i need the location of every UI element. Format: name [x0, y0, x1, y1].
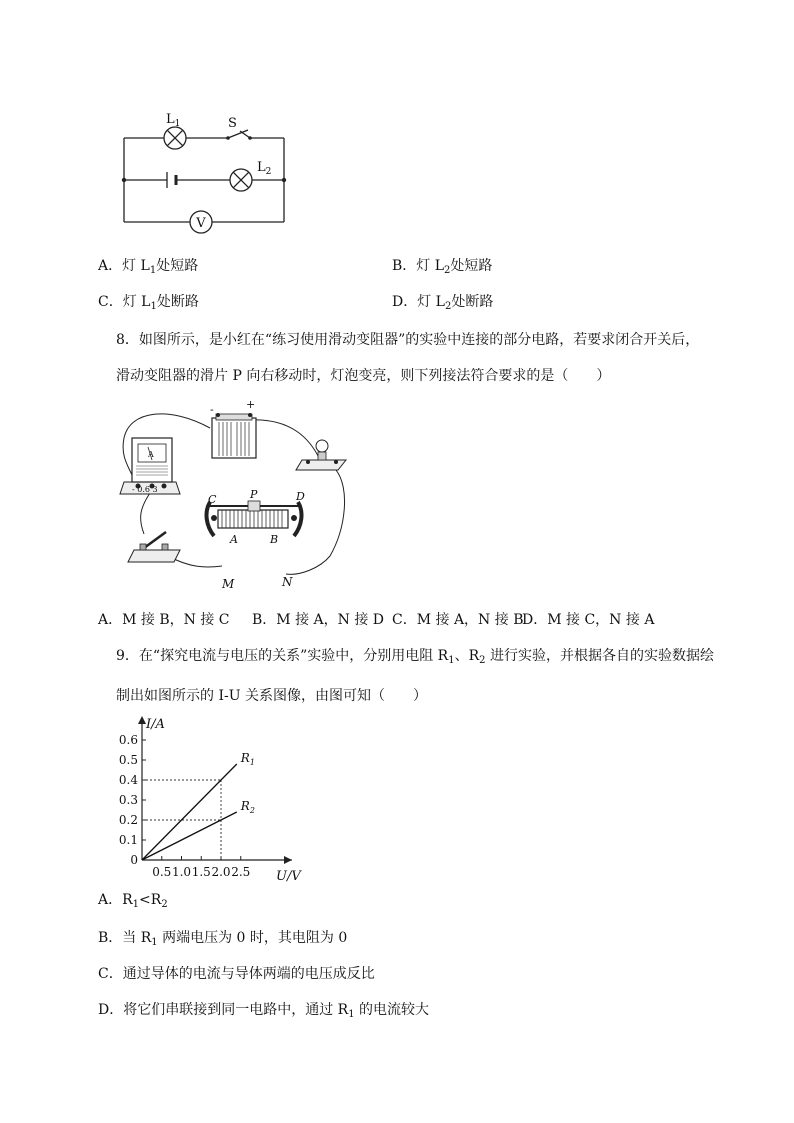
- y-tick-label: 0.5: [118, 753, 138, 767]
- lightbulb-icon: [296, 440, 346, 470]
- lamp-l1-icon: [164, 127, 186, 149]
- wire-end-n: N: [282, 575, 293, 589]
- rheostat-slider-p: P: [250, 488, 258, 501]
- q7-option-b[interactable]: B．灯 $L_2$处短路: [392, 258, 493, 276]
- x-tick-label: 1.0: [171, 865, 192, 879]
- y-axis-label: I/A: [146, 717, 165, 732]
- y-tick-label: 0: [130, 853, 138, 867]
- rheostat-terminal-d: D: [296, 490, 305, 503]
- y-tick-label: 0.4: [118, 773, 138, 787]
- x-axis-arrow-icon: [284, 856, 292, 864]
- q9-option-d[interactable]: D．将它们串联接到同一电路中，通过 $R_1$ 的电流较大: [98, 1002, 430, 1020]
- y-tick-label: 0.2: [118, 813, 138, 827]
- label-l1: L: [166, 112, 175, 127]
- rheostat-terminal-c: C: [208, 493, 217, 506]
- x-tick-label: 2.0: [211, 865, 231, 879]
- battery-minus-label: -: [210, 403, 214, 416]
- q9-option-b[interactable]: B．当 $R_1$ 两端电压为 0 时，其电阻为 0: [98, 930, 348, 948]
- q8-option-b[interactable]: B．M 接 A，N 接 D: [252, 612, 385, 628]
- x-tick-label: 1.5: [191, 865, 211, 879]
- y-tick-label: 0.1: [118, 833, 138, 847]
- svg-text:L2: [257, 160, 271, 177]
- battery-box-icon: [212, 413, 256, 458]
- y-tick-label: 0.6: [118, 733, 138, 747]
- q8-option-d[interactable]: D．M 接 C，N 接 A: [522, 612, 655, 628]
- label-l2: L: [257, 160, 266, 175]
- switch-contact-icon: [226, 136, 230, 140]
- q9-stem-line2: 制出如图所示的 I-U 关系图像，由图可知（ ）: [116, 688, 427, 704]
- series-line-r1: [142, 764, 237, 860]
- q9-option-c[interactable]: C．通过导体的电流与导体两端的电压成反比: [98, 966, 375, 982]
- rheostat-terminal-a: A: [230, 533, 238, 546]
- iu-graph: [112, 712, 312, 882]
- label-l1-sub: 1: [174, 119, 181, 129]
- x-tick-label: 2.5: [231, 865, 251, 879]
- wire-end-m: M: [222, 577, 235, 591]
- ammeter-label: A: [148, 450, 154, 459]
- voltmeter-label: V: [196, 216, 206, 231]
- knife-switch-icon: [128, 532, 180, 562]
- ammeter-scale: - 0.6 3: [132, 485, 158, 494]
- series-label-r1: $R_1$: [240, 751, 255, 767]
- rheostat-icon: [207, 501, 302, 536]
- battery-plus-label: +: [246, 398, 256, 411]
- y-tick-label: 0.3: [118, 793, 138, 807]
- q9-stem-line1: 9．在“探究电流与电压的关系”实验中，分别用电阻 $R_1$、$R_2$ 进行实验，并根据各自的实验数据绘: [116, 648, 714, 666]
- label-switch: S: [228, 116, 237, 131]
- y-axis-arrow-icon: [138, 716, 146, 724]
- svg-text:L1: [166, 112, 180, 129]
- series-label-r2: $R_2$: [240, 799, 255, 815]
- q7-option-d[interactable]: D．灯 $L_2$处断路: [392, 294, 494, 312]
- x-tick-label: 0.5: [152, 865, 172, 879]
- q7-option-a[interactable]: A．灯 $L_1$处短路: [98, 258, 199, 276]
- lamp-l2-icon: [230, 169, 252, 191]
- q8-stem-line1: 8．如图所示，是小红在“练习使用滑动变阻器”的实验中连接的部分电路，若要求闭合开关后，: [116, 332, 700, 348]
- q8-stem-line2: 滑动变阻器的滑片 P 向右移动时，灯泡变亮，则下列接法符合要求的是（ ）: [116, 368, 611, 384]
- x-axis-label: U/V: [276, 869, 301, 882]
- q9-option-a[interactable]: A．$R_1<R_2$: [98, 892, 168, 910]
- rheostat-circuit-figure: [110, 398, 370, 598]
- q8-option-a[interactable]: A．M 接 B，N 接 C: [98, 612, 230, 628]
- circuit-diagram-q7: [110, 108, 300, 243]
- q7-option-c[interactable]: C．灯 $L_1$处断路: [98, 294, 199, 312]
- voltmeter-icon: [190, 211, 212, 233]
- q8-option-c[interactable]: C．M 接 A，N 接 B: [392, 612, 524, 628]
- label-l2-sub: 2: [265, 167, 272, 177]
- series-line-r2: [142, 812, 237, 860]
- rheostat-terminal-b: B: [270, 533, 279, 546]
